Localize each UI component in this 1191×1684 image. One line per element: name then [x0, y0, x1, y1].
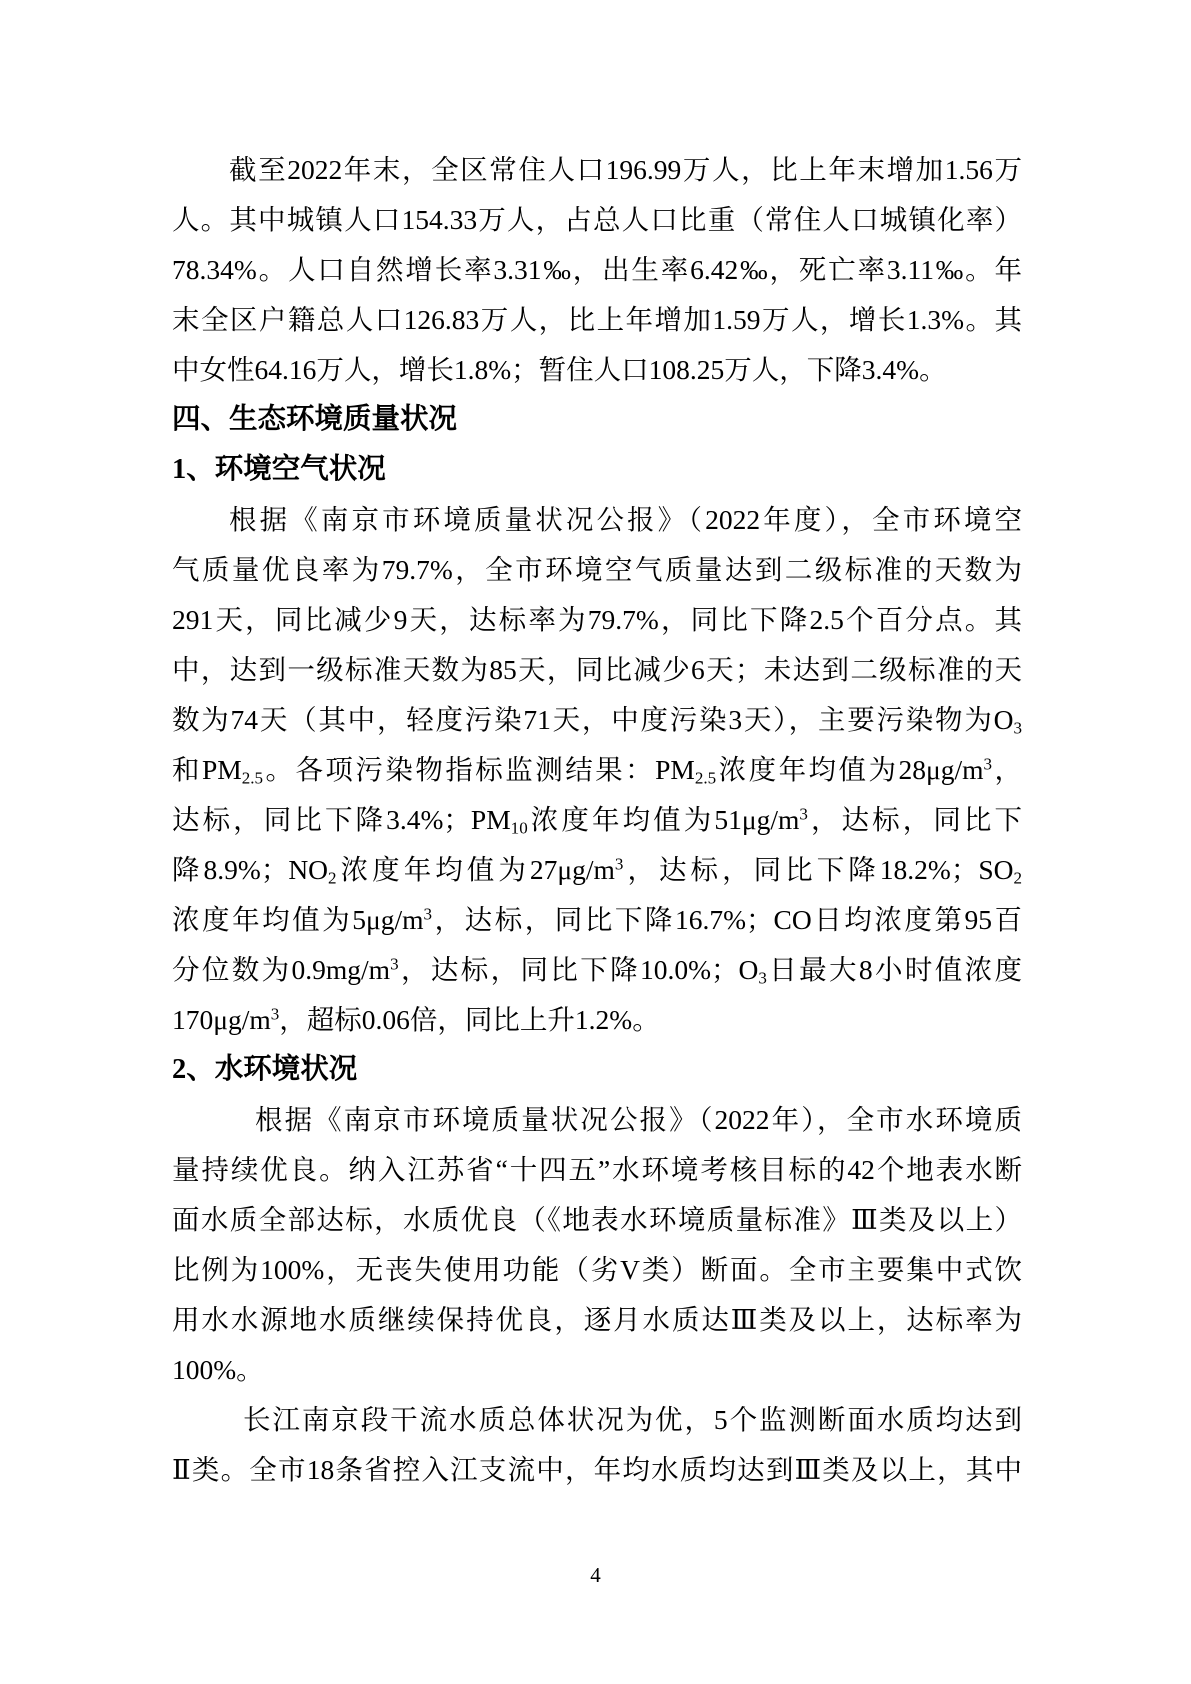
text-line: 末全区户籍总人口126.83万人，比上年增加1.59万人，增长1.3%。其 [172, 304, 1022, 335]
text-line: 用水水源地水质继续保持优良，逐月水质达Ⅲ类及以上，达标率为 [172, 1304, 1022, 1335]
text-line: 量持续优良。纳入江苏省“十四五”水环境考核目标的42个地表水断 [172, 1154, 1022, 1185]
text-line: 面水质全部达标，水质优良（《地表水环境质量标准》Ⅲ类及以上） [172, 1204, 1022, 1235]
text-line: 100%。 [172, 1354, 264, 1385]
text-line: 和$PM_{2.5}$。各项污染物指标监测结果：$PM_{2.5}$浓度年均值为$28\mu g/m^3$， [172, 754, 1022, 788]
text-line: 中，达到一级标准天数为85天，同比减少6天；未达到二级标准的天 [172, 654, 1022, 685]
text-line: 降8.9%；$NO_2$浓度年均值为$27\mu g/m^3$，达标，同比下降18.2%；$SO_2$ [172, 854, 1022, 888]
text-line: 根据《南京市环境质量状况公报》（2022年度），全市环境空 [229, 504, 1022, 535]
text-line: 人。其中城镇人口154.33万人，占总人口比重（常住人口城镇化率） [172, 204, 1022, 235]
section-heading: 1、环境空气状况 [172, 454, 386, 485]
text-line: 根据《南京市环境质量状况公报》（2022年），全市水环境质 [255, 1104, 1022, 1135]
text-line: 78.34%。人口自然增长率3.31‰，出生率6.42‰，死亡率3.11‰。年 [172, 254, 1022, 285]
text-line: 气质量优良率为79.7%，全市环境空气质量达到二级标准的天数为 [172, 554, 1022, 585]
document-body [172, 145, 1022, 1495]
text-line: 数为74天（其中，轻度污染71天，中度污染3天），主要污染物为$O_3$ [172, 704, 1022, 738]
text-line: Ⅱ类。全市18条省控入江支流中，年均水质均达到Ⅲ类及以上，其中 [172, 1454, 1022, 1485]
text-line: 长江南京段干流水质总体状况为优，5个监测断面水质均达到 [243, 1404, 1022, 1435]
text-line: 中女性64.16万人，增长1.8%；暂住人口108.25万人，下降3.4%。 [172, 354, 947, 385]
text-line: 比例为100%，无丧失使用功能（劣V类）断面。全市主要集中式饮 [172, 1254, 1022, 1285]
text-line: 分位数为$0.9mg/m^3$，达标，同比下降10.0%；$O_3$日最大8小时值浓度 [172, 954, 1022, 988]
text-line: 浓度年均值为$5\mu g/m^3$，达标，同比下降16.7%；CO日均浓度第95百 [172, 904, 1022, 935]
text-line: 截至2022年末，全区常住人口196.99万人，比上年末增加1.56万 [229, 154, 1022, 185]
page-number: 4 [590, 1563, 601, 1587]
section-heading: 四、生态环境质量状况 [172, 404, 458, 435]
section-heading: 2、水环境状况 [172, 1054, 358, 1085]
text-line: $170\mu g/m^3$，超标0.06倍，同比上升1.2%。 [172, 1004, 660, 1035]
text-line: 达标，同比下降3.4%；$PM_{10}$浓度年均值为$51\mu g/m^3$，达标，同比下 [172, 804, 1022, 838]
text-line: 291天，同比减少9天，达标率为79.7%，同比下降2.5个百分点。其 [172, 604, 1022, 635]
